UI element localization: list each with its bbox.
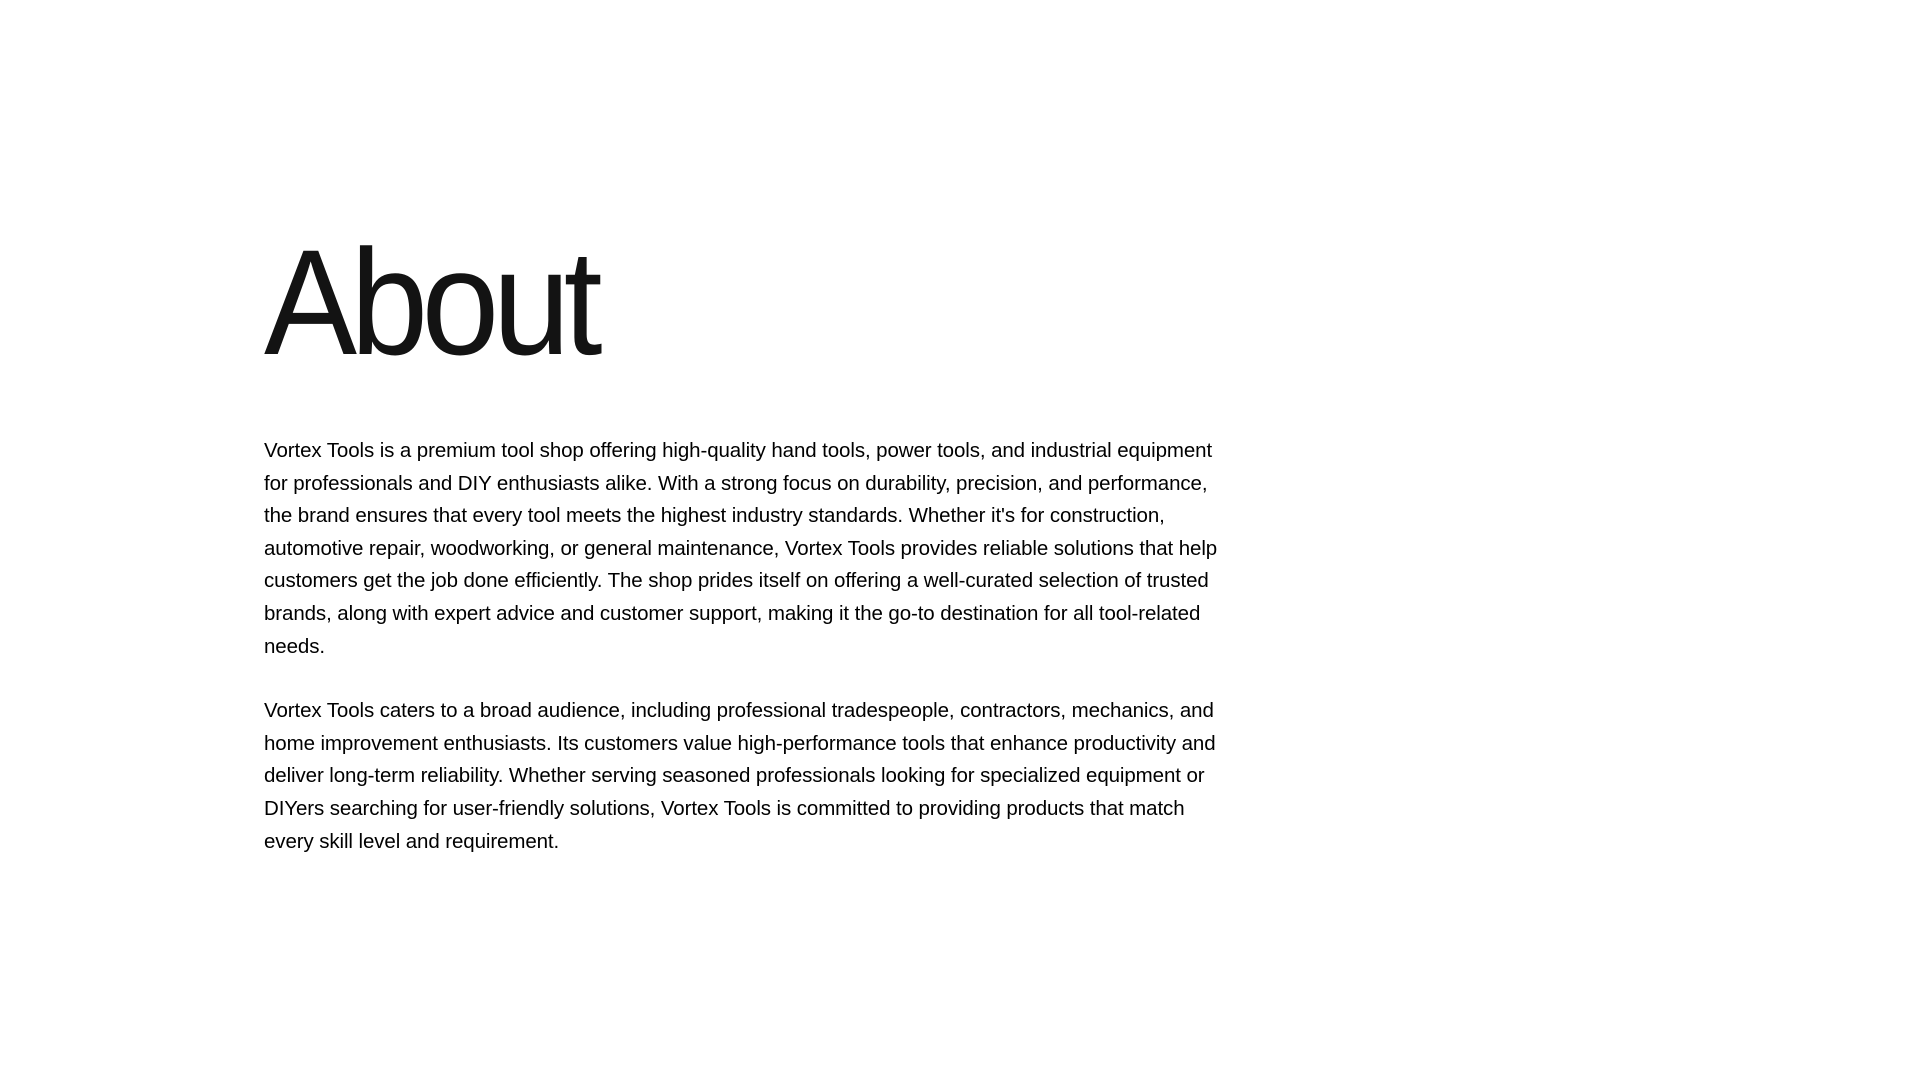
about-section	[264, 200, 1244, 858]
about-paragraph-audience: Vortex Tools caters to a broad audience, including professional tradespeople, contractors, mechanics, and home improvement enthusiasts. Its customers value high-performance tools that enhance productivity and deliver long-term reliability. Whether serving seasoned professionals looking for specialized equipment or DIYers searching for user-friendly solutions, Vortex Tools is committed to providing products that match every skill level and requirement.	[264, 699, 1216, 853]
about-paragraph-intro: Vortex Tools is a premium tool shop offering high-quality hand tools, power tools, and industrial equipment for professionals and DIY enthusiasts alike. With a strong focus on durability, precision, and performance, the brand ensures that every tool meets the highest industry standards. Whether it's for construction, automotive repair, woodworking, or general maintenance, Vortex Tools provides reliable solutions that help customers get the job done efficiently. The shop prides itself on offering a well-curated selection of trusted brands, along with expert advice and customer support, making it the go-to destination for all tool-related needs.	[264, 439, 1218, 658]
page-title: About	[264, 218, 597, 386]
